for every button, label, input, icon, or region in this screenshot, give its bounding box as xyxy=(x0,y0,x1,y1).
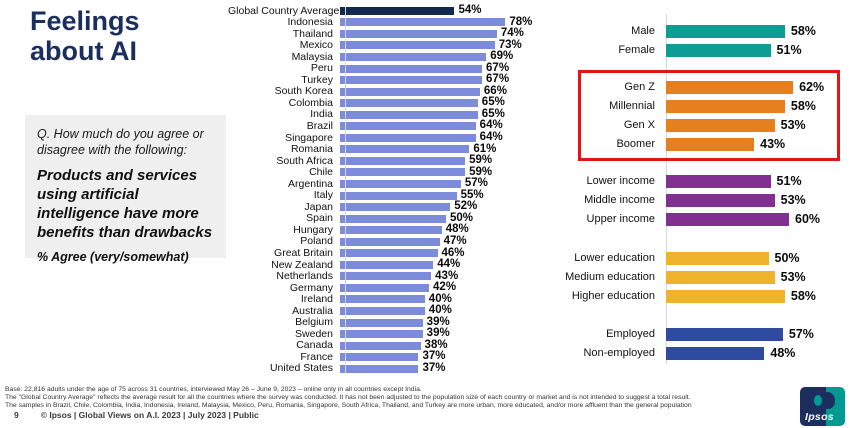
demo-label: Upper income xyxy=(586,213,655,225)
country-row xyxy=(228,224,560,236)
country-row xyxy=(228,74,560,86)
page-title xyxy=(30,6,140,66)
country-label: Great Britain xyxy=(274,247,333,259)
demo-label: Gen Z xyxy=(624,81,655,93)
demo-row xyxy=(565,22,850,41)
question-measure: % Agree (very/somewhat) xyxy=(37,250,189,265)
country-value: 65% xyxy=(481,96,505,109)
country-row xyxy=(228,97,560,109)
demo-bar xyxy=(666,81,793,94)
country-row xyxy=(228,51,560,63)
footnote-samples: The samples in Brazil, Chile, Colombia, India, Indonesia, Ireland, Malaysia, Mexico, Peru, Romania, Singapore, South Africa, Thailand, and Turkey are more urban, more educated, and/or more affluent than the general population xyxy=(5,402,692,410)
question-box xyxy=(25,115,226,265)
country-bar xyxy=(340,249,438,257)
country-bar xyxy=(340,41,495,49)
country-label: Mexico xyxy=(299,39,333,52)
demographic-bar-chart xyxy=(565,14,850,366)
footnote-base: Base: 22,816 adults under the age of 75 across 31 countries, interviewed May 26 – June 9, 2023 – online only in all countries except India. xyxy=(5,386,422,393)
demo-label: Non-employed xyxy=(583,347,655,359)
country-value: 39% xyxy=(426,315,450,328)
ipsos-logo-head-icon xyxy=(820,392,835,409)
demo-bar xyxy=(666,252,769,265)
country-label: South Korea xyxy=(274,85,333,98)
country-axis-line xyxy=(345,7,346,373)
country-label: United States xyxy=(269,362,333,375)
demo-group-employment xyxy=(565,325,850,363)
country-value: 59% xyxy=(469,165,493,178)
demo-value: 62% xyxy=(799,80,825,95)
country-label: Germany xyxy=(289,281,333,294)
country-row xyxy=(228,132,560,144)
demo-row xyxy=(565,41,850,60)
country-row xyxy=(228,155,560,167)
country-value: 54% xyxy=(458,4,482,17)
country-value: 37% xyxy=(422,361,446,374)
country-value: 59% xyxy=(469,154,493,167)
demo-bar xyxy=(666,175,771,188)
country-bar xyxy=(340,65,482,73)
country-row xyxy=(228,363,560,375)
country-row xyxy=(228,144,560,156)
page-title-line1: Feelings xyxy=(30,6,140,36)
demo-label: Gen X xyxy=(623,119,655,131)
country-label: Singapore xyxy=(285,131,333,144)
page-title-line2: about AI xyxy=(30,36,137,67)
country-label: Malaysia xyxy=(291,50,333,63)
country-value: 67% xyxy=(486,73,510,86)
demo-row xyxy=(565,172,850,191)
demo-value: 60% xyxy=(795,212,821,227)
country-bar xyxy=(340,76,482,84)
demo-bar xyxy=(666,194,775,207)
demo-row xyxy=(565,268,850,287)
demo-row xyxy=(565,249,850,268)
country-label: France xyxy=(300,350,333,363)
footnotes xyxy=(5,386,775,411)
demo-bar xyxy=(666,347,764,360)
country-bar xyxy=(340,226,442,234)
demo-value: 48% xyxy=(770,346,796,361)
country-value: 48% xyxy=(445,223,469,236)
country-row xyxy=(228,63,560,75)
country-bar xyxy=(340,261,433,269)
demo-value: 53% xyxy=(780,270,806,285)
country-value: 78% xyxy=(509,15,533,28)
country-bar xyxy=(340,319,423,327)
demo-bar xyxy=(666,328,783,341)
demo-group-education xyxy=(565,249,850,306)
demo-value: 53% xyxy=(780,193,806,208)
demo-row xyxy=(565,191,850,210)
demo-row xyxy=(565,287,850,306)
country-label: Ireland xyxy=(300,293,333,306)
country-bar xyxy=(340,53,486,61)
demo-value: 51% xyxy=(776,43,802,58)
country-value: 57% xyxy=(464,177,488,190)
country-row xyxy=(228,120,560,132)
country-row xyxy=(228,178,560,190)
country-label: Colombia xyxy=(288,96,333,109)
country-row xyxy=(228,167,560,179)
country-label: Sweden xyxy=(295,327,333,340)
country-bar xyxy=(340,99,478,107)
country-label: Chile xyxy=(309,166,333,179)
country-row xyxy=(228,247,560,259)
country-bar xyxy=(340,215,446,223)
country-row xyxy=(228,328,560,340)
country-row xyxy=(228,294,560,306)
footer-text: © Ipsos | Global Views on A.I. 2023 | July 2023 | Public xyxy=(40,410,259,420)
demo-row xyxy=(565,344,850,363)
country-label: Belgium xyxy=(295,316,333,329)
country-label: Turkey xyxy=(301,73,333,86)
demo-group-income xyxy=(565,172,850,229)
country-label: New Zealand xyxy=(271,258,333,271)
demo-bar xyxy=(666,290,785,303)
country-label: Hungary xyxy=(293,223,333,236)
demo-value: 53% xyxy=(780,118,806,133)
demo-label: Lower education xyxy=(574,252,655,264)
demo-label: Female xyxy=(618,44,655,56)
demo-value: 51% xyxy=(776,174,802,189)
country-row xyxy=(228,86,560,98)
demo-row xyxy=(565,116,850,135)
country-value: 42% xyxy=(433,281,457,294)
country-bar xyxy=(340,330,423,338)
country-row xyxy=(228,190,560,202)
country-bar xyxy=(340,111,478,119)
page-number: 9 xyxy=(14,410,19,420)
country-label: Canada xyxy=(296,339,333,352)
country-bar xyxy=(340,238,440,246)
country-row xyxy=(228,259,560,271)
country-row xyxy=(228,282,560,294)
country-bar xyxy=(340,284,429,292)
demo-row xyxy=(565,78,850,97)
country-bar xyxy=(340,342,421,350)
country-value: 64% xyxy=(479,131,503,144)
country-row xyxy=(228,213,560,225)
country-bar xyxy=(340,203,450,211)
country-bar xyxy=(340,272,431,280)
country-label: Thailand xyxy=(292,27,333,40)
country-value: 40% xyxy=(428,292,452,305)
ipsos-logo xyxy=(800,387,845,426)
country-label: Spain xyxy=(306,212,333,225)
footer xyxy=(14,410,259,420)
demo-bar xyxy=(666,25,785,38)
country-value: 43% xyxy=(435,269,459,282)
demo-group-generation xyxy=(565,78,850,154)
question-intro: Q. How much do you agree or disagree with the following: xyxy=(37,127,204,157)
country-bar xyxy=(340,30,497,38)
country-value: 66% xyxy=(483,84,507,97)
country-row xyxy=(228,109,560,121)
country-value: 39% xyxy=(426,327,450,340)
demo-label: Employed xyxy=(606,328,655,340)
demo-bar xyxy=(666,271,775,284)
country-value: 50% xyxy=(450,211,474,224)
demo-value: 58% xyxy=(790,24,816,39)
country-row xyxy=(228,28,560,40)
country-label: Australia xyxy=(292,304,333,317)
ipsos-logo-text: Ipsos xyxy=(805,411,834,423)
country-bar xyxy=(340,353,418,361)
demo-bar xyxy=(666,44,771,57)
footnote-average: The "Global Country Average" reflects the average result for all the countries where the survey was conducted. It has not been adjusted to the population size of each country or market and is not intended to suggest a total result. xyxy=(5,394,691,402)
country-value: 37% xyxy=(422,350,446,363)
country-row xyxy=(228,271,560,283)
country-row xyxy=(228,317,560,329)
country-label: Argentina xyxy=(288,177,333,190)
country-value: 52% xyxy=(454,200,478,213)
demo-bar xyxy=(666,213,789,226)
country-value: 47% xyxy=(443,234,467,247)
demo-bar xyxy=(666,119,775,132)
country-value: 55% xyxy=(460,188,484,201)
country-bar-global-average xyxy=(340,7,454,15)
demo-row xyxy=(565,325,850,344)
demo-row xyxy=(565,135,850,154)
demo-label: Millennial xyxy=(609,100,655,112)
country-label: Italy xyxy=(313,189,333,202)
demo-value: 58% xyxy=(790,289,816,304)
country-value: 74% xyxy=(500,27,524,40)
demo-row xyxy=(565,210,850,229)
country-value: 69% xyxy=(490,50,514,63)
country-row xyxy=(228,351,560,363)
country-row xyxy=(228,5,560,17)
country-label: Brazil xyxy=(306,119,333,132)
country-bar xyxy=(340,157,465,165)
country-label: Indonesia xyxy=(287,16,333,29)
country-label: Poland xyxy=(300,235,333,248)
country-bar xyxy=(340,168,465,176)
demo-label: Boomer xyxy=(616,138,655,150)
demo-label: Male xyxy=(631,25,655,37)
country-value: 73% xyxy=(498,38,522,51)
country-value: 44% xyxy=(437,258,461,271)
demo-value: 50% xyxy=(774,251,800,266)
demo-bar xyxy=(666,100,785,113)
country-label: South Africa xyxy=(276,154,333,167)
country-bar-chart xyxy=(228,5,560,375)
country-value: 65% xyxy=(481,107,505,120)
country-label: Netherlands xyxy=(276,270,333,283)
country-bar xyxy=(340,88,480,96)
country-label: India xyxy=(310,108,333,121)
country-label: Peru xyxy=(310,62,333,75)
demo-row xyxy=(565,97,850,116)
country-value: 67% xyxy=(486,61,510,74)
country-row xyxy=(228,236,560,248)
demo-label: Middle income xyxy=(584,194,655,206)
question-statement: Products and services using artificial intelligence have more benefits than drawbacks xyxy=(37,167,213,242)
demo-value: 58% xyxy=(790,99,816,114)
demo-label: Higher education xyxy=(571,290,655,302)
country-row xyxy=(228,340,560,352)
country-bar xyxy=(340,18,505,26)
country-bar xyxy=(340,122,476,130)
demo-label: Lower income xyxy=(586,175,655,187)
country-label: Japan xyxy=(304,200,333,213)
country-bar xyxy=(340,134,476,142)
country-value: 46% xyxy=(441,246,465,259)
country-bar xyxy=(340,145,469,153)
country-value: 61% xyxy=(473,142,497,155)
demo-value: 43% xyxy=(760,137,786,152)
country-bar xyxy=(340,180,461,188)
demo-bar xyxy=(666,138,754,151)
country-bar xyxy=(340,365,418,373)
country-label: Romania xyxy=(290,143,333,156)
country-bar xyxy=(340,307,425,315)
country-bar xyxy=(340,295,425,303)
country-label: Global Country Average xyxy=(228,4,340,17)
demo-label: Medium education xyxy=(565,271,655,283)
country-row xyxy=(228,305,560,317)
country-bar xyxy=(340,192,457,200)
country-value: 64% xyxy=(479,119,503,132)
demo-value: 57% xyxy=(788,327,814,342)
country-value: 38% xyxy=(424,338,448,351)
country-row xyxy=(228,201,560,213)
demo-group-gender xyxy=(565,22,850,60)
country-value: 40% xyxy=(428,304,452,317)
